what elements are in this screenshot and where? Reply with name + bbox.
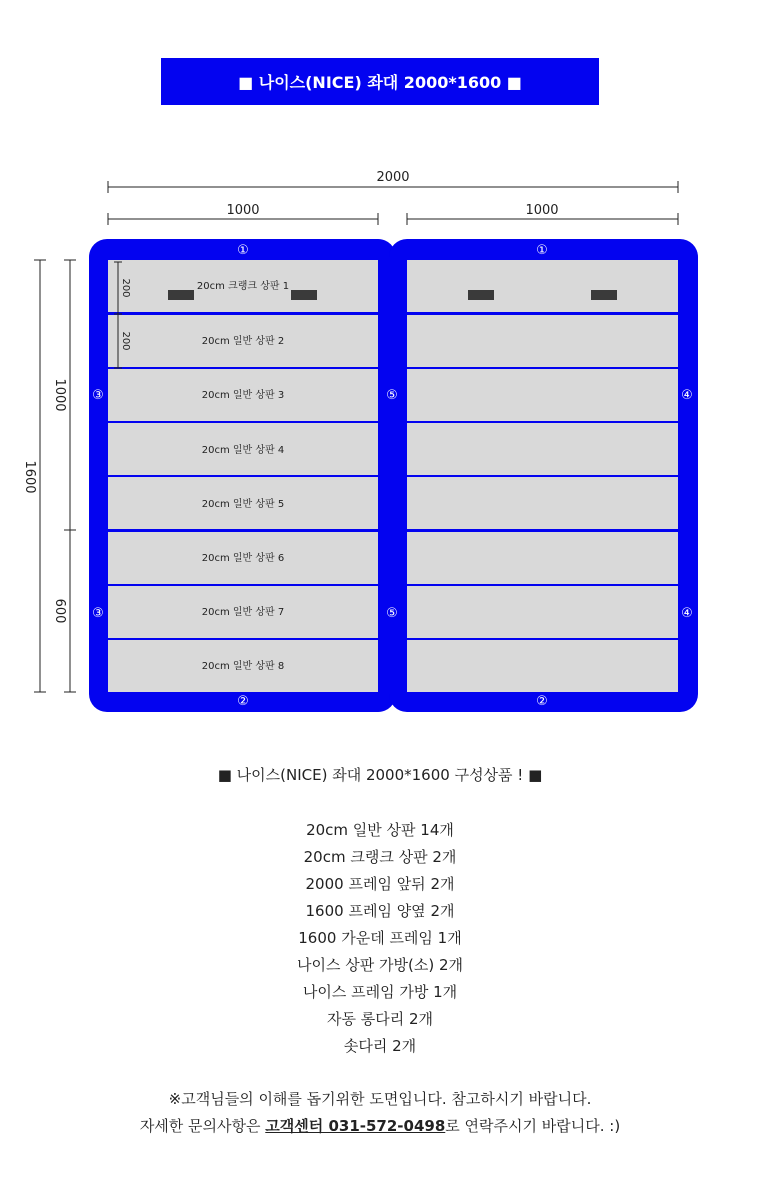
- slat-label: 20cm 일반 상판 6: [201, 553, 285, 564]
- right-slat-6: [407, 532, 678, 584]
- note-line-2: [0, 1113, 760, 1140]
- right-slat-8: [407, 640, 678, 692]
- right-slat-3: [407, 369, 678, 421]
- crank-handle: [168, 290, 194, 300]
- slat-label: 20cm 일반 상판 2: [201, 336, 285, 347]
- dimension-lower-600: [52, 530, 76, 692]
- slat-label: 20cm 크랭크 상판 1: [196, 281, 290, 292]
- marker-left-lower: ③: [92, 606, 104, 621]
- marker-left-upper: ③: [92, 388, 104, 403]
- component-item: 20cm 크랭크 상판 2개: [303, 848, 457, 866]
- marker-right-upper: ④: [681, 388, 693, 403]
- component-item: 나이스 상판 가방(소) 2개: [297, 956, 463, 974]
- crank-handle: [291, 290, 317, 300]
- right-slat-7: [407, 586, 678, 638]
- component-item: 20cm 일반 상판 14개: [306, 821, 454, 839]
- right-half-label: 1000: [525, 203, 559, 218]
- slat-label: 20cm 일반 상판 7: [201, 607, 285, 618]
- left-half-label: 1000: [226, 203, 260, 218]
- dimension-right-half: [407, 203, 678, 225]
- marker-front-right: ①: [536, 243, 548, 258]
- crank-handle: [591, 290, 617, 300]
- component-item: 1600 가운데 프레임 1개: [298, 929, 462, 947]
- height-label: 1600: [22, 460, 37, 494]
- slat-label: 20cm 일반 상판 5: [201, 499, 285, 510]
- marker-back-right: ②: [536, 694, 548, 709]
- note-suffix: 로 연락주시기 바랍니다. :): [445, 1117, 621, 1135]
- note-prefix: 자세한 문의사항은: [139, 1117, 266, 1135]
- marker-back-left: ②: [237, 694, 249, 709]
- slat-label: 20cm 일반 상판 3: [201, 390, 285, 401]
- marker-middle-lower: ⑤: [386, 606, 398, 621]
- dimension-left-half: [108, 203, 378, 225]
- width-label: 2000: [376, 170, 410, 185]
- component-item: 2000 프레임 앞뒤 2개: [305, 875, 455, 893]
- right-slat-5: [407, 477, 678, 529]
- marker-middle-upper: ⑤: [386, 388, 398, 403]
- components-list: [0, 817, 760, 1060]
- crank-handle: [468, 290, 494, 300]
- notes: [0, 1086, 760, 1140]
- component-item: 1600 프레임 양옆 2개: [305, 902, 455, 920]
- banner-title: ■ 나이스(NICE) 좌대 2000*1600 ■: [238, 73, 522, 92]
- right-slat-4: [407, 423, 678, 475]
- component-item: 나이스 프레임 가방 1개: [302, 983, 458, 1001]
- slat-dim-label: 200: [120, 278, 131, 298]
- lower-label: 600: [52, 598, 67, 624]
- upper-label: 1000: [52, 378, 67, 412]
- dimension-width-2000: [108, 170, 678, 193]
- dimension-height-1600: [22, 260, 46, 692]
- dimension-upper-1000: [52, 260, 76, 530]
- marker-front-left: ①: [237, 243, 249, 258]
- note-line-1: ※고객님들의 이해를 돕기위한 도면입니다. 참고하시기 바랍니다.: [168, 1090, 592, 1108]
- right-slat-2: [407, 315, 678, 367]
- components-title: ■ 나이스(NICE) 좌대 2000*1600 구성상품 ! ■: [217, 766, 543, 784]
- component-item: 자동 롱다리 2개: [326, 1010, 434, 1028]
- slat-dim-label: 200: [120, 331, 131, 351]
- marker-right-lower: ④: [681, 606, 693, 621]
- right-slat-1: [407, 260, 678, 312]
- component-item: 솟다리 2개: [343, 1037, 417, 1055]
- contact-number: 고객센터 031-572-0498: [265, 1117, 446, 1135]
- slat-label: 20cm 일반 상판 8: [201, 661, 285, 672]
- slat-label: 20cm 일반 상판 4: [201, 445, 285, 456]
